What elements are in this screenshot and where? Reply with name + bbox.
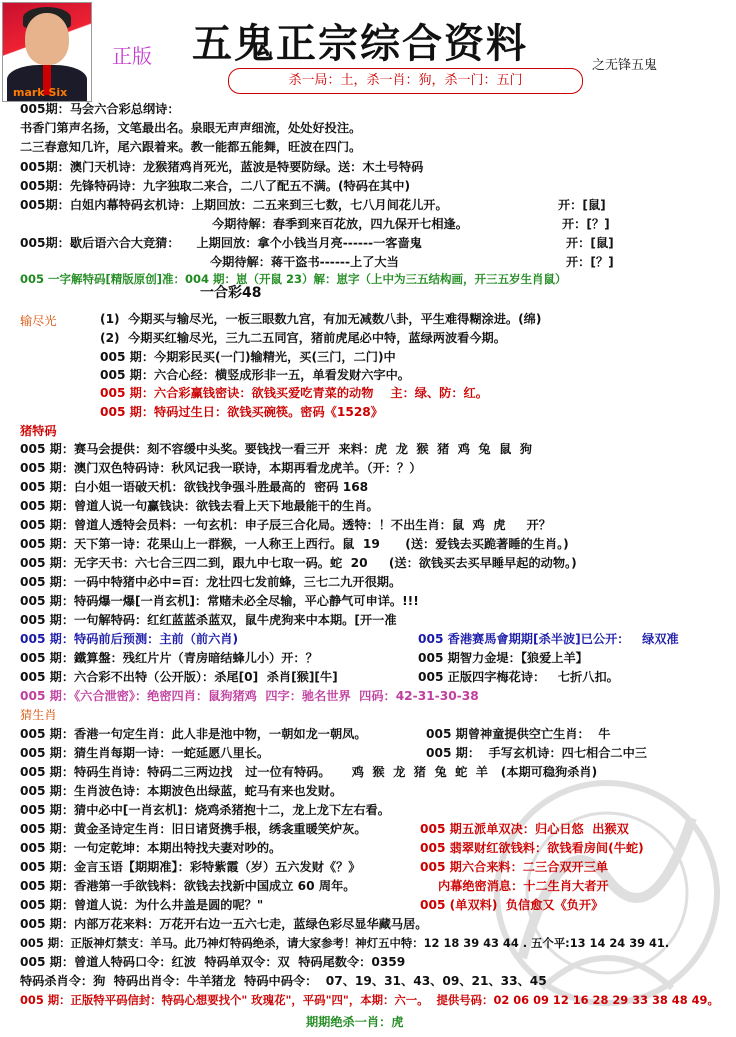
sha-banner: 杀一局：土，杀一肖：狗，杀一门：五门 bbox=[228, 68, 583, 94]
text-line: 005 期：曾道人透特会员料：一句玄机：申子辰三合化局。透特：！不出生肖：鼠 鸡 虎 开？ bbox=[20, 518, 551, 532]
text-line: 005 期：特码爆一爆[一肖玄机]：常赌未必全尽输，平心静气可申详。!!! bbox=[20, 594, 419, 608]
text-line: 005 期：澳门双色特码诗：秋风记我一联诗，本期再看龙虎羊。（开：？） bbox=[20, 461, 422, 475]
text-line: 005 期：香港第一手欲钱料：欲钱去找新中国成立 60 周年。 bbox=[20, 879, 356, 893]
text-line: 005 期：曾道人特码口令：红波 特码单双令：双 特码尾数令：0359 bbox=[20, 955, 406, 969]
text-line: 005期：先锋特码诗：九字独取二来合，二八了配五不满。(特码在其中) bbox=[20, 179, 411, 193]
text-line: 005期：马会六合彩总纲诗： bbox=[20, 102, 180, 116]
text-line: 005 期：一句定乾坤：本期出特找夫妻对吵的。 bbox=[20, 841, 282, 855]
text-line: 书香门第声名扬，文笔最出名。泉眼无声声细流，处处好投注。 bbox=[20, 121, 362, 135]
text-line: 005期：白姐内幕特码玄机诗：上期回放：二五来到三七数，七八月间花儿开。 bbox=[20, 198, 448, 212]
text-line: 005 正版四字梅花诗： 七折八扣。 bbox=[418, 670, 619, 684]
text-line: 开：[鼠] bbox=[558, 198, 606, 212]
photo-watermark: mark Six bbox=[13, 86, 68, 99]
text-line: 005 期曾神童提供空亡生肖： 牛 bbox=[426, 727, 611, 741]
text-line: 005 期：《六合泄密》：绝密四肖：鼠狗猪鸡 四字：驰名世界 四码：42-31-30-38 bbox=[20, 689, 479, 703]
text-line: 005 期：金言玉语【期期准】：彩特紫霞（岁）五六发财《？》 bbox=[20, 860, 361, 874]
text-line: 005 期：曾道人说：为什么井盖是圆的呢？" bbox=[20, 898, 264, 912]
text-line: 开：[？] bbox=[562, 217, 610, 231]
text-line: 005 期：猜中必中[一肖玄机]：烧鸡杀猪抱十二，龙上龙下左右看。 bbox=[20, 803, 390, 817]
text-line: 005 期：黄金圣诗定生肖：旧日诸贤携手根，绣衾重暖笑炉灰。 bbox=[20, 822, 367, 836]
text-line: 005 (单双料) 负信愈又《负开》 bbox=[420, 898, 604, 912]
text-line: 005 期五派单双决：归心日悠 出猴双 bbox=[420, 822, 629, 836]
edition-label: 正版 bbox=[112, 44, 152, 68]
portrait-photo bbox=[2, 2, 92, 102]
text-line: 005 期：一句解特码：红红蓝蓝杀蓝双，鼠牛虎狗来中本期。[开一准 bbox=[20, 613, 397, 627]
text-line: 开：[鼠] bbox=[566, 236, 614, 250]
text-line: 一合彩48 bbox=[200, 285, 262, 301]
text-line: 005 期：天下第一诗：花果山上一群猴，一人称王上西行。鼠 19 (送：爱钱去买跪著睡的生肖。) bbox=[20, 537, 569, 551]
text-line: 005 香港赛馬會期期[杀半波]已公开： 绿双准 bbox=[418, 632, 679, 646]
text-line: 005 期：香港一句定生肖：此人非是池中物，一朝如龙一朝凤。 bbox=[20, 727, 367, 741]
text-line: 005期：澳门天机诗：龙猴猪鸡肖死光，蓝波是特要防绿。送：木土号特码 bbox=[20, 160, 424, 174]
text-line: 005 期：特码前后预测：主前（前六肖) bbox=[20, 632, 239, 646]
text-line: 005 期：今期彩民买(一门)输精光，买(三门，二门)中 bbox=[100, 350, 396, 364]
text-line: 特码杀肖令：狗 特码出肖令：牛羊猪龙 特码中码令： 07、19、31、43、09、21、33、45 bbox=[20, 974, 547, 988]
text-line: 005 翡翠财红欲钱料：欲钱看房间(牛蛇) bbox=[420, 841, 644, 855]
text-line: 005 期：六合彩赢钱密诀：欲钱买爱吃青菜的动物 主：绿、防：红。 bbox=[100, 386, 488, 400]
text-line: 005 期：正版神灯禁支：羊马。此乃神灯特码绝杀，请大家参考！神灯五中特：12 18 39 43 44 . 五个平:13 14 24 39 41. bbox=[20, 936, 670, 950]
text-line: 005 期：无字天书：六七合三四二到，跟九中七取一码。蛇 20 (送：欲钱买去买早睡早起的动物。) bbox=[20, 556, 577, 570]
text-line: 005 期： 手写玄机诗：四七相合二中三 bbox=[426, 746, 647, 760]
text-line: 005 期：一码中特猪中必中=百：龙壮四七发前蜂，三七二九开很期。 bbox=[20, 575, 402, 589]
text-line: 005 期：正版特平码信封：特码心想要找个" 玫瑰花"，平码"四"，本期：六一。 提供号码：02 06 09 12 16 28 29 33 38 48 49。 bbox=[20, 993, 719, 1007]
text-line: 005 期：六合心经：横竖成形非一五，单看发财六字中。 bbox=[100, 368, 410, 382]
text-line: (1) 今期买与输尽光，一板三眼数九宫，有加无减数八卦，平生难得糊涂进。(绵) bbox=[100, 312, 542, 326]
text-line: 005 期：曾道人说一句赢钱诀：欲钱去看上天下地最能干的生肖。 bbox=[20, 499, 379, 513]
text-line: 005 期智力金堤：【狼爱上羊】 bbox=[418, 651, 588, 665]
text-line: 期期绝杀一肖：虎 bbox=[306, 1015, 404, 1029]
text-line: 005 期六合来料：二三合双开三单 bbox=[420, 860, 609, 874]
text-line: 005期：歇后语六合大竞猜： 上期回放：拿个小钱当月亮------一客啬鬼 bbox=[20, 236, 422, 250]
text-line: 005 期：猜生肖每期一诗：一蛇延愿八里长。 bbox=[20, 746, 270, 760]
text-line: 005 期：白小姐一语破天机：欲钱找争强斗胜最高的 密码 168 bbox=[20, 480, 369, 494]
text-line: 内幕绝密消息：十二生肖大者开 bbox=[438, 879, 609, 893]
section-label: 猪特码 bbox=[20, 424, 57, 438]
text-line: 今期待解：蒋干盗书------上了大当 bbox=[210, 255, 399, 269]
text-line: 今期待解：春季到来百花放，四九保开七相逢。 bbox=[212, 217, 468, 231]
text-line: 005 期：生肖波色诗：本期波色出绿蓝，蛇马有来也发财。 bbox=[20, 784, 343, 798]
text-line: 005 期：特码生肖诗：特码二三两边找 过一位有特码。 鸡 猴 龙 猪 兔 蛇 羊 (本期可稳狗杀肖) bbox=[20, 765, 598, 779]
page-title: 五鬼正宗综合资料 bbox=[192, 20, 528, 67]
text-line: 二三春意知几许，尾六跟着来。教一能都五能舞，旺波在四门。 bbox=[20, 140, 362, 154]
text-line: 开：[？] bbox=[566, 255, 614, 269]
author-label: 之无锋五鬼 bbox=[592, 58, 658, 73]
text-line: 005 一字解特码[精版原创]准：004 期：崽（开鼠 23）解：崽字（上中为三五结构画，开三五岁生肖鼠） bbox=[20, 272, 567, 286]
text-line: 005 期：六合彩不出特（公开版）：杀尾[0] 杀肖[猴][牛] bbox=[20, 670, 338, 684]
section-label: 输尽光 bbox=[20, 314, 57, 328]
text-line: 005 期：特码过生日：欲钱买碗筷。密码《1528》 bbox=[100, 405, 383, 419]
section-label: 猜生肖 bbox=[20, 708, 57, 722]
text-line: 005 期：赛马会提供：刻不容缓中头奖。要钱找一看三开 来料：虎 龙 猴 猪 鸡 兔 鼠 狗 bbox=[20, 442, 532, 456]
text-line: 005 期：鐵算盤：残红片片（青房暗结蜂儿小）开：？ bbox=[20, 651, 318, 665]
text-line: 005 期：内部万花来料：万花开右边一五六七走，蓝绿色彩尽显华藏马居。 bbox=[20, 917, 428, 931]
text-line: (2) 今期买红输尽光，三九二五同宫，猪前虎尾必中特，蓝绿两波看今期。 bbox=[100, 331, 506, 345]
